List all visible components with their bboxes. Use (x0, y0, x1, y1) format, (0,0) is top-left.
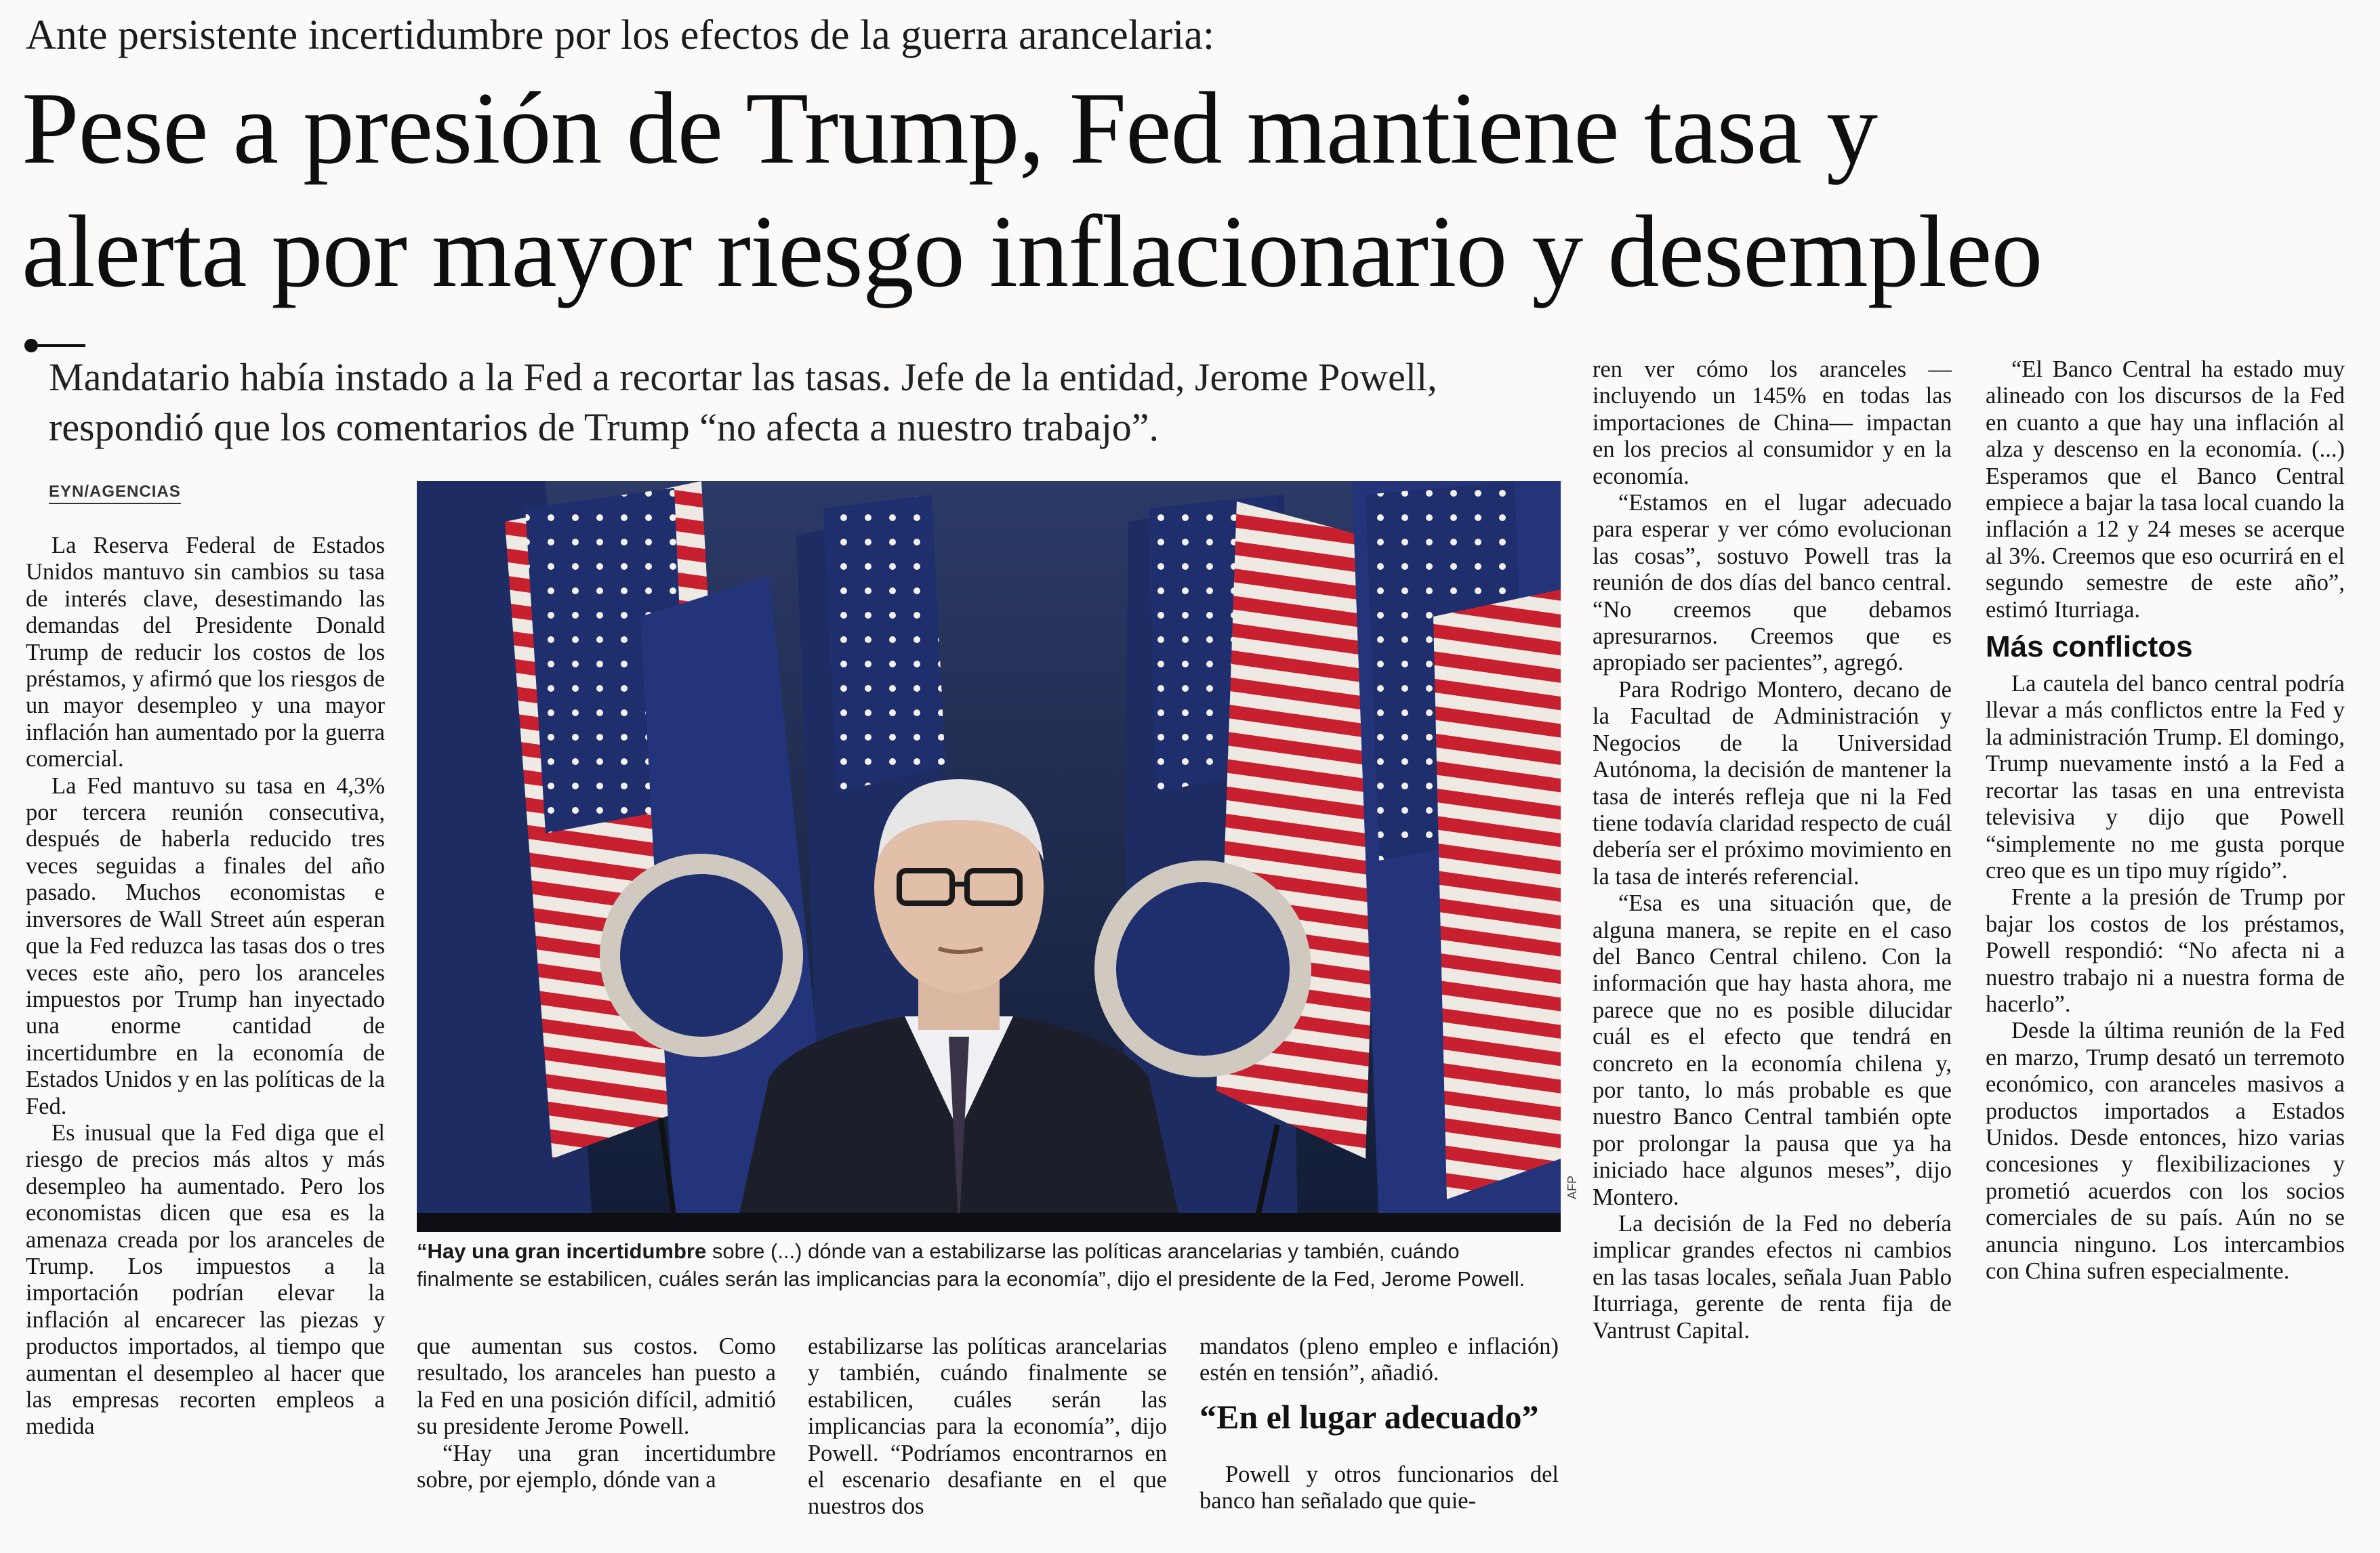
paragraph: “Estamos en el lugar adecuado para esperar y ver cómo evolucionan las cosas”, sostuvo Powell tras la reunión de dos días del banco central. “No creemos que debamos apresurarnos. Creemos que es apropiado ser pacientes”, agregó. (1593, 490, 1952, 676)
article-column-2 (417, 1333, 776, 1493)
paragraph: “El Banco Central ha estado muy alineado con los discursos de la Fed en cuanto a que hay una inflación al alza y descenso en la economía. (...) Esperamos que el Banco Central empiece a bajar la tasa local cuando la inflación a 12 y 24 meses se acerque al 3%. Creemos que eso ocurrirá en el segundo semestre de este año”, estimó Iturriaga. (1986, 356, 2345, 623)
kicker: Ante persistente incertidumbre por los efectos de la guerra arancelaria: (26, 12, 1215, 58)
article-column-6 (1986, 356, 2345, 1285)
paragraph: que aumentan sus costos. Como resultado, los aranceles han puesto a la Fed en una posición difícil, admitió su presidente Jerome Powell. (417, 1333, 776, 1440)
paragraph: Es inusual que la Fed diga que el riesgo de precios más altos y más desempleo ha aumentado. Pero los economistas dicen que esa es la amenaza creada por los aranceles de Trump. Los impuestos a la importación podrían elevar la inflación al encarecer las piezas y productos importados, al tiempo que aumentan el desempleo al hacer que las empresas recorten empleos a medida (26, 1119, 385, 1440)
paragraph: Powell y otros funcionarios del banco han señalado que quie- (1199, 1461, 1559, 1514)
article-column-3 (808, 1333, 1167, 1520)
caption-text: sobre (...) dónde van a estabilizarse las políticas arancelarias y también, cuándo finalmente se estabilicen, cuáles serán las implicancias para la economía”, dijo el presidente de la Fed, Jerome Powell. (417, 1239, 1525, 1291)
paragraph: Desde la última reunión de la Fed en marzo, Trump desató un terremoto económico, con aranceles masivos a productos importados a Estados Unidos. Desde entonces, hizo varias concesiones y flexibilizaciones y prometió acuerdos con los socios comerciales de su país. Aún no se anuncia ninguno. Los intercambios con China sufren especialmente. (1986, 1018, 2345, 1284)
rule-dot (24, 339, 38, 352)
section-heading: “En el lugar adecuado” (1199, 1397, 1539, 1436)
article-column-1 (26, 533, 385, 1441)
byline-credit: EYN/AGENCIAS (49, 482, 181, 504)
photo-caption (417, 1237, 1562, 1293)
paragraph: Para Rodrigo Montero, decano de la Facultad de Administración y Negocios de la Universidad Autónoma, la decisión de mantener la tasa de interés refleja que ni la Fed tiene todavía claridad respecto de cuál debería ser el próximo movimiento en la tasa de interés referencial. (1593, 676, 1952, 890)
paragraph: La cautela del banco central podría llevar a más conflictos entre la Fed y la administración Trump. El domingo, Trump nuevamente instó a la Fed a recortar las tasas en una entrevista televisiva y dijo que Powell “simplemente no me gusta porque creo que es un tipo muy rígido”. (1986, 671, 2345, 884)
subhead: Mandatario había instado a la Fed a recortar las tasas. Jefe de la entidad, Jerome Powell, respondió que los comentarios de Trump “no afecta a nuestro trabajo”. (49, 355, 1437, 449)
paragraph: La Reserva Federal de Estados Unidos mantuvo sin cambios su tasa de interés clave, desestimando las demandas del Presidente Donald Trump de reducir los costos de los préstamos, y afirmó que los riesgos de un mayor desempleo y una mayor inflación han aumentado por la guerra comercial. (26, 533, 385, 772)
section-heading: Más conflictos (1986, 630, 2193, 664)
article-column-4 (1199, 1333, 1559, 1515)
headline-line-2: alerta por mayor riesgo inflacionario y desempleo (22, 194, 2043, 308)
paragraph: La decisión de la Fed no debería implicar grandes efectos ni cambios en las tasas locales, señala Juan Pablo Iturriaga, gerente de renta fija de Vantrust Capital. (1593, 1211, 1952, 1344)
paragraph: estabilizarse las políticas arancelarias y también, cuándo finalmente se estabilicen, cuáles serán las implicancias para la economía”, dijo Powell. “Podríamos encontrarnos en el escenario desafiante en el que nuestros dos (808, 1333, 1167, 1520)
paragraph: ren ver cómo los aranceles —incluyendo un 145% en todas las importaciones de China— impactan en los precios al consumidor y en la economía. (1593, 356, 1952, 489)
article-column-5 (1593, 356, 1952, 1344)
paragraph: La Fed mantuvo su tasa en 4,3% por tercera reunión consecutiva, después de haberla reducido tres veces seguidas a finales del año pasado. Muchos economistas e inversores de Wall Street aún esperan que la Fed reduzca las tasas dos o tres veces este año, pero los aranceles impuestos por Trump han inyectado una enorme cantidad de incertidumbre en la economía de Estados Unidos y en las políticas de la Fed. (26, 772, 385, 1119)
paragraph: Frente a la presión de Trump por bajar los costos de los préstamos, Powell respondió: “No afecta ni a nuestro trabajo ni a nuestra forma de hacerlo”. (1986, 884, 2345, 1017)
rule-line (38, 344, 85, 347)
powell-photo (417, 481, 1561, 1232)
headline (22, 66, 2360, 313)
photo-illustration (417, 481, 1561, 1232)
headline-line-1: Pese a presión de Trump, Fed mantiene tasa y (22, 71, 1878, 185)
photo-credit: AFP (1565, 1175, 1579, 1199)
paragraph: “Hay una gran incertidumbre sobre, por ejemplo, dónde van a (417, 1440, 776, 1493)
caption-lead: “Hay una gran incertidumbre (417, 1239, 707, 1263)
paragraph: “Esa es una situación que, de alguna manera, se repite en el caso del Banco Central chileno. Con la información que hay hasta ahora, me parece que no es posible dilucidar cuál es el efecto que tendrá en concreto en la economía chilena y, por tanto, lo más probable es que nuestro Banco Central también opte por prolongar la pausa que ya ha iniciado hace algunos meses”, dijo Montero. (1593, 890, 1952, 1210)
paragraph: mandatos (pleno empleo e inflación) estén en tensión”, añadió. (1199, 1333, 1559, 1386)
